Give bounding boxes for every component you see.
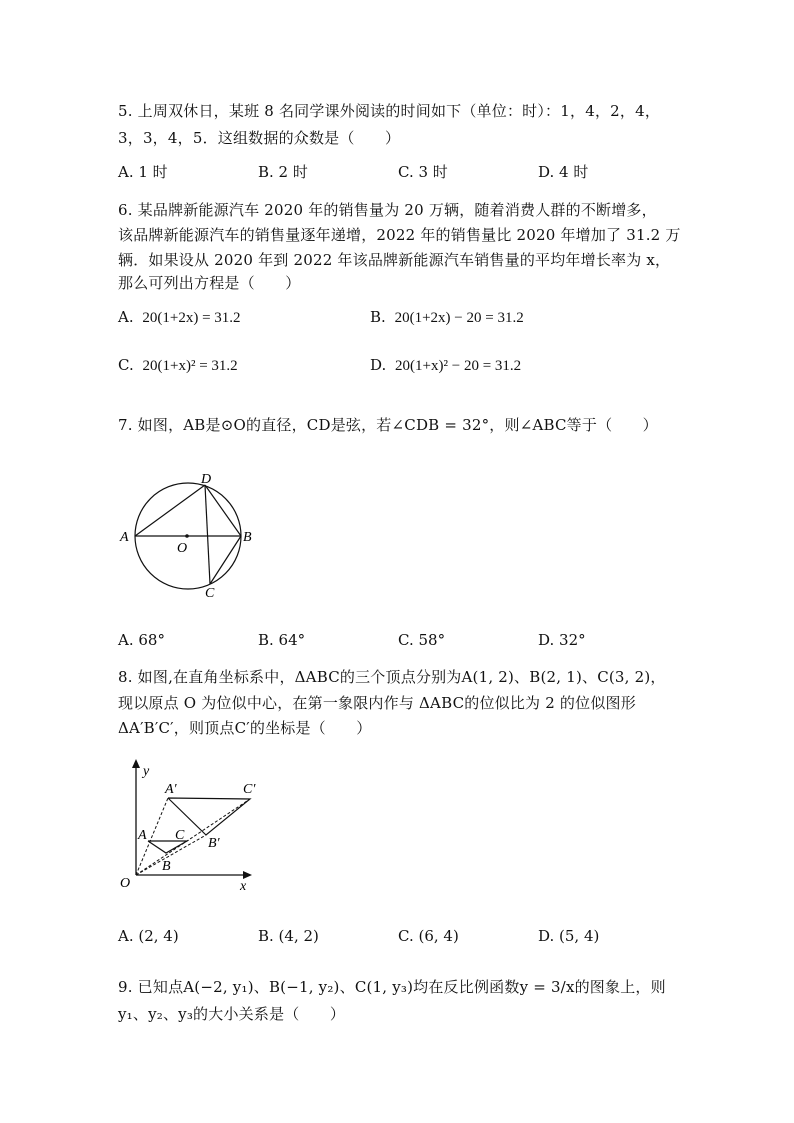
q7-option-c[interactable]: C. 58° — [398, 631, 446, 649]
q6-option-a[interactable] — [118, 308, 241, 327]
label-b: B — [162, 859, 171, 874]
q6-option-b[interactable] — [370, 308, 524, 327]
q9-stem-line2: y₁、y₂、y₃的大小关系是（ ） — [118, 1005, 346, 1023]
q5-option-c[interactable]: C. 3 时 — [398, 163, 448, 181]
q6-option-a-equation: 20(1+2x) = 31.2 — [142, 310, 241, 326]
q6-option-d[interactable] — [370, 356, 521, 375]
ray-oc-prime — [136, 799, 250, 875]
q6-option-a-label: A. — [118, 308, 134, 326]
q8-option-b[interactable]: B. (4, 2) — [258, 927, 319, 945]
q6-option-c-label: C. — [118, 356, 134, 374]
label-o: O — [120, 876, 131, 891]
q9-stem-line1: 9. 已知点A(−2, y₁)、B(−1, y₂)、C(1, y₃)均在反比例函数y = 3/x的图象上，则 — [118, 978, 666, 996]
x-axis-arrow — [243, 871, 252, 879]
label-y: y — [143, 764, 150, 779]
chord-db — [205, 485, 241, 536]
q7-stem: 7. 如图，AB是⊙O的直径，CD是弦，若∠CDB = 32°，则∠ABC等于（ ） — [118, 416, 658, 434]
label-c: C — [175, 828, 185, 843]
label-c: C — [205, 586, 215, 601]
q7-circle-figure — [110, 460, 270, 605]
q5-option-a[interactable]: A. 1 时 — [118, 163, 168, 181]
label-a: A — [120, 530, 129, 545]
q6-stem-line1: 6. 某品牌新能源汽车 2020 年的销售量为 20 万辆，随着消费人群的不断增多， — [118, 201, 657, 219]
chord-dc — [205, 485, 210, 584]
label-a: A — [138, 828, 147, 843]
q5-option-b[interactable]: B. 2 时 — [258, 163, 308, 181]
q8-option-a[interactable]: A. (2, 4) — [118, 927, 179, 945]
q5-option-d[interactable]: D. 4 时 — [538, 163, 589, 181]
q7-option-b[interactable]: B. 64° — [258, 631, 306, 649]
q7-option-d[interactable]: D. 32° — [538, 631, 586, 649]
q8-stem-line2: 现以原点 O 为位似中心，在第一象限内作与 ΔABC的位似比为 2 的位似图形 — [118, 694, 636, 712]
q6-option-c[interactable] — [118, 356, 238, 375]
q6-option-d-label: D. — [370, 356, 387, 374]
label-b-prime: B′ — [208, 836, 220, 851]
q6-option-b-equation: 20(1+2x) − 20 = 31.2 — [394, 310, 524, 326]
q6-option-d-equation: 20(1+x)² − 20 = 31.2 — [395, 358, 522, 374]
q7-option-a[interactable]: A. 68° — [118, 631, 165, 649]
q6-option-b-label: B. — [370, 308, 386, 326]
q6-stem-line3: 辆．如果设从 2020 年到 2022 年该品牌新能源汽车销售量的平均年增长率为 x， — [118, 251, 671, 269]
q8-option-d[interactable]: D. (5, 4) — [538, 927, 600, 945]
q8-option-c[interactable]: C. (6, 4) — [398, 927, 459, 945]
q8-coordinate-figure — [110, 755, 270, 895]
q6-option-c-equation: 20(1+x)² = 31.2 — [142, 358, 238, 374]
q5-stem-line2: 3，3，4，5．这组数据的众数是（ ） — [118, 129, 401, 147]
label-d: D — [201, 472, 212, 487]
q8-stem-line1: 8. 如图,在直角坐标系中，ΔABC的三个顶点分别为A(1, 2)、B(2, 1)、C(3, 2)， — [118, 668, 666, 686]
q6-stem-line4: 那么可列出方程是（ ） — [118, 274, 301, 292]
center-point-o — [185, 534, 189, 538]
q5-stem-line1: 5. 上周双休日，某班 8 名同学课外阅读的时间如下（单位：时）：1，4，2，4， — [118, 102, 661, 120]
label-x: x — [240, 879, 247, 894]
q8-stem-line3: ΔA′B′C′，则顶点C′的坐标是（ ） — [118, 719, 372, 737]
y-axis-arrow — [132, 759, 140, 768]
chord-cb — [210, 536, 241, 584]
label-c-prime: C′ — [243, 782, 256, 797]
label-o: O — [177, 541, 188, 556]
q6-stem-line2: 该品牌新能源汽车的销售量逐年递增，2022 年的销售量比 2020 年增加了 31.2 万 — [118, 226, 681, 244]
chord-ad — [135, 485, 205, 536]
label-a-prime: A′ — [165, 782, 177, 797]
label-b: B — [243, 530, 252, 545]
